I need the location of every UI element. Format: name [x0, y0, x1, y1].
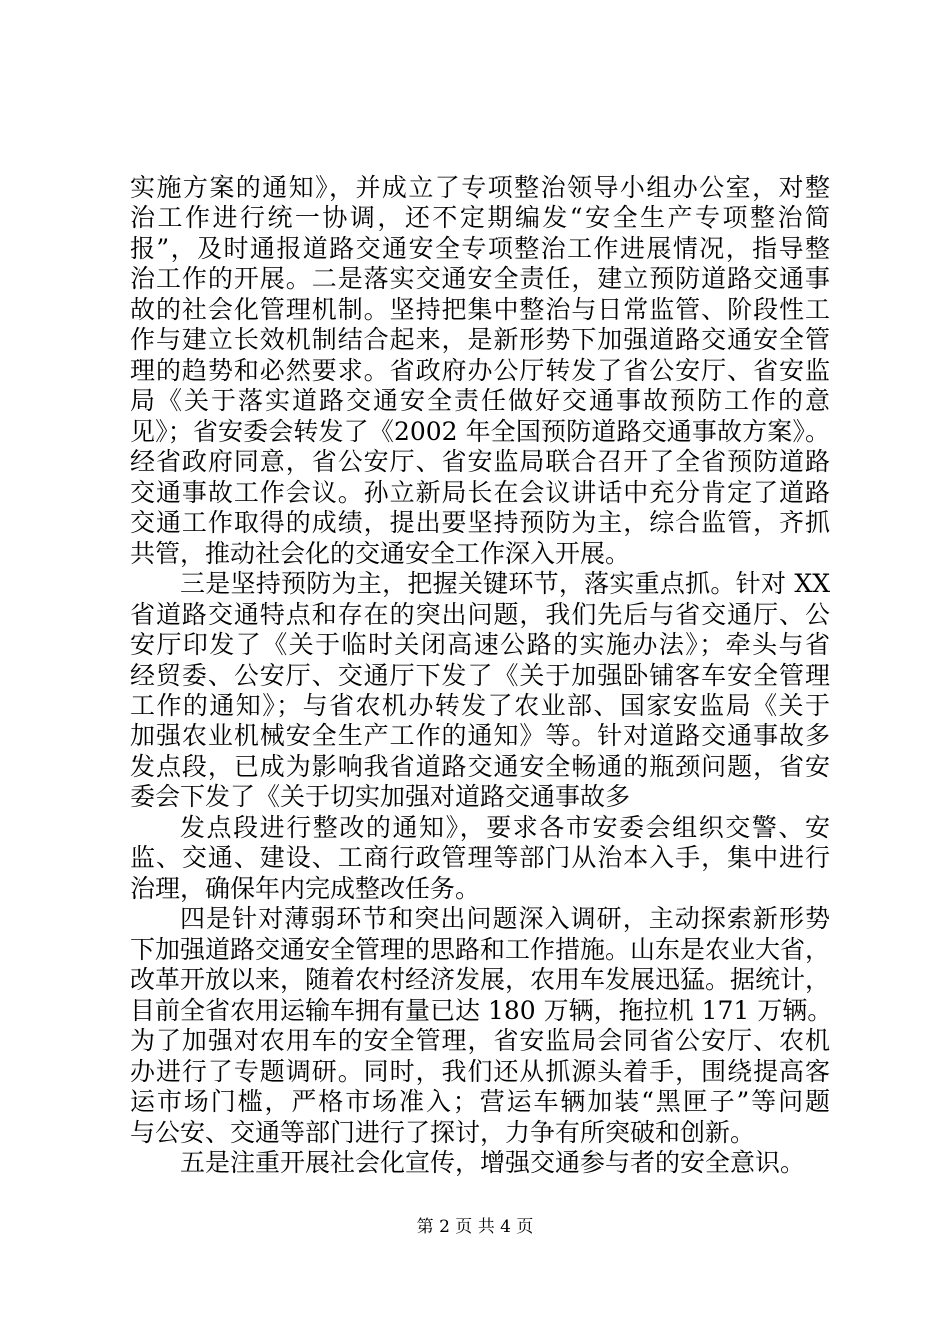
- paragraph-line: 运市场门槛，严格市场准入；营运车辆加装“黑匣子”等问题: [130, 1087, 830, 1116]
- paragraph-line: 五是注重开展社会化宣传，增强交通参与者的安全意识。: [180, 1148, 806, 1177]
- paragraph-line: 发点段进行整改的通知》，要求各市安委会组织交警、安: [180, 813, 830, 842]
- paragraph-line: 办进行了专题调研。同时，我们还从抓源头着手，围绕提高客: [130, 1057, 830, 1086]
- paragraph-line: 作与建立长效机制结合起来，是新形势下加强道路交通安全管: [130, 325, 830, 354]
- paragraph-line: 下加强道路交通安全管理的思路和工作措施。山东是农业大省，: [130, 935, 831, 964]
- paragraph-line: 报”，及时通报道路交通安全专项整治工作进展情况，指导整: [130, 234, 830, 263]
- paragraph-line: 工作的通知》；与省农机办转发了农业部、国家安监局《关于: [130, 691, 830, 720]
- paragraph-line: 经省政府同意，省公安厅、省安监局联合召开了全省预防道路: [130, 447, 830, 476]
- paragraph-line: 省道路交通特点和存在的突出问题，我们先后与省交通厅、公: [130, 600, 830, 629]
- paragraph-line: 治工作的开展。二是落实交通安全责任，建立预防道路交通事: [130, 264, 830, 293]
- paragraph-line: 委会下发了《关于切实加强对道路交通事故多: [130, 782, 631, 811]
- paragraph-line: 与公安、交通等部门进行了探讨，力争有所突破和创新。: [130, 1118, 756, 1147]
- paragraph-line: 四是针对薄弱环节和突出问题深入调研，主动探索新形势: [180, 904, 830, 933]
- paragraph-line: 共管，推动社会化的交通安全工作深入开展。: [130, 539, 631, 568]
- paragraph-line: 交通事故工作会议。孙立新局长在会议讲话中充分肯定了道路: [130, 478, 830, 507]
- paragraph-line: 三是坚持预防为主，把握关键环节，落实重点抓。针对 XX: [180, 569, 830, 598]
- paragraph-line: 为了加强对农用车的安全管理，省安监局会同省公安厅、农机: [130, 1026, 830, 1055]
- paragraph-line: 监、交通、建设、工商行政管理等部门从治本入手，集中进行: [130, 843, 830, 872]
- paragraph-line: 改革开放以来，随着农村经济发展，农用车发展迅猛。据统计，: [130, 965, 831, 994]
- paragraph-line: 发点段，已成为影响我省道路交通安全畅通的瓶颈问题，省安: [130, 752, 830, 781]
- paragraph-line: 理的趋势和必然要求。省政府办公厅转发了省公安厅、省安监: [130, 356, 830, 385]
- paragraph-line: 实施方案的通知》，并成立了专项整治领导小组办公室，对整: [130, 173, 830, 202]
- paragraph-line: 局《关于落实道路交通安全责任做好交通事故预防工作的意: [130, 386, 830, 415]
- paragraph-line: 见》；省安委会转发了《2002 年全国预防道路交通事故方案》。: [130, 417, 830, 446]
- paragraph-line: 加强农业机械安全生产工作的通知》等。针对道路交通事故多: [130, 721, 830, 750]
- paragraph-line: 治工作进行统一协调，还不定期编发“安全生产专项整治简: [130, 203, 830, 232]
- paragraph-line: 交通工作取得的成绩，提出要坚持预防为主，综合监管，齐抓: [130, 508, 830, 537]
- paragraph-line: 经贸委、公安厅、交通厅下发了《关于加强卧铺客车安全管理: [130, 661, 830, 690]
- paragraph-line: 治理，确保年内完成整改任务。: [130, 874, 481, 903]
- paragraph-line: 故的社会化管理机制。坚持把集中整治与日常监管、阶段性工: [130, 295, 830, 324]
- paragraph-line: 安厅印发了《关于临时关闭高速公路的实施办法》；牵头与省: [130, 630, 830, 659]
- paragraph-line: 目前全省农用运输车拥有量已达 180 万辆，拖拉机 171 万辆。: [130, 996, 833, 1025]
- page-footer: 第 2 页 共 4 页: [416, 1217, 534, 1237]
